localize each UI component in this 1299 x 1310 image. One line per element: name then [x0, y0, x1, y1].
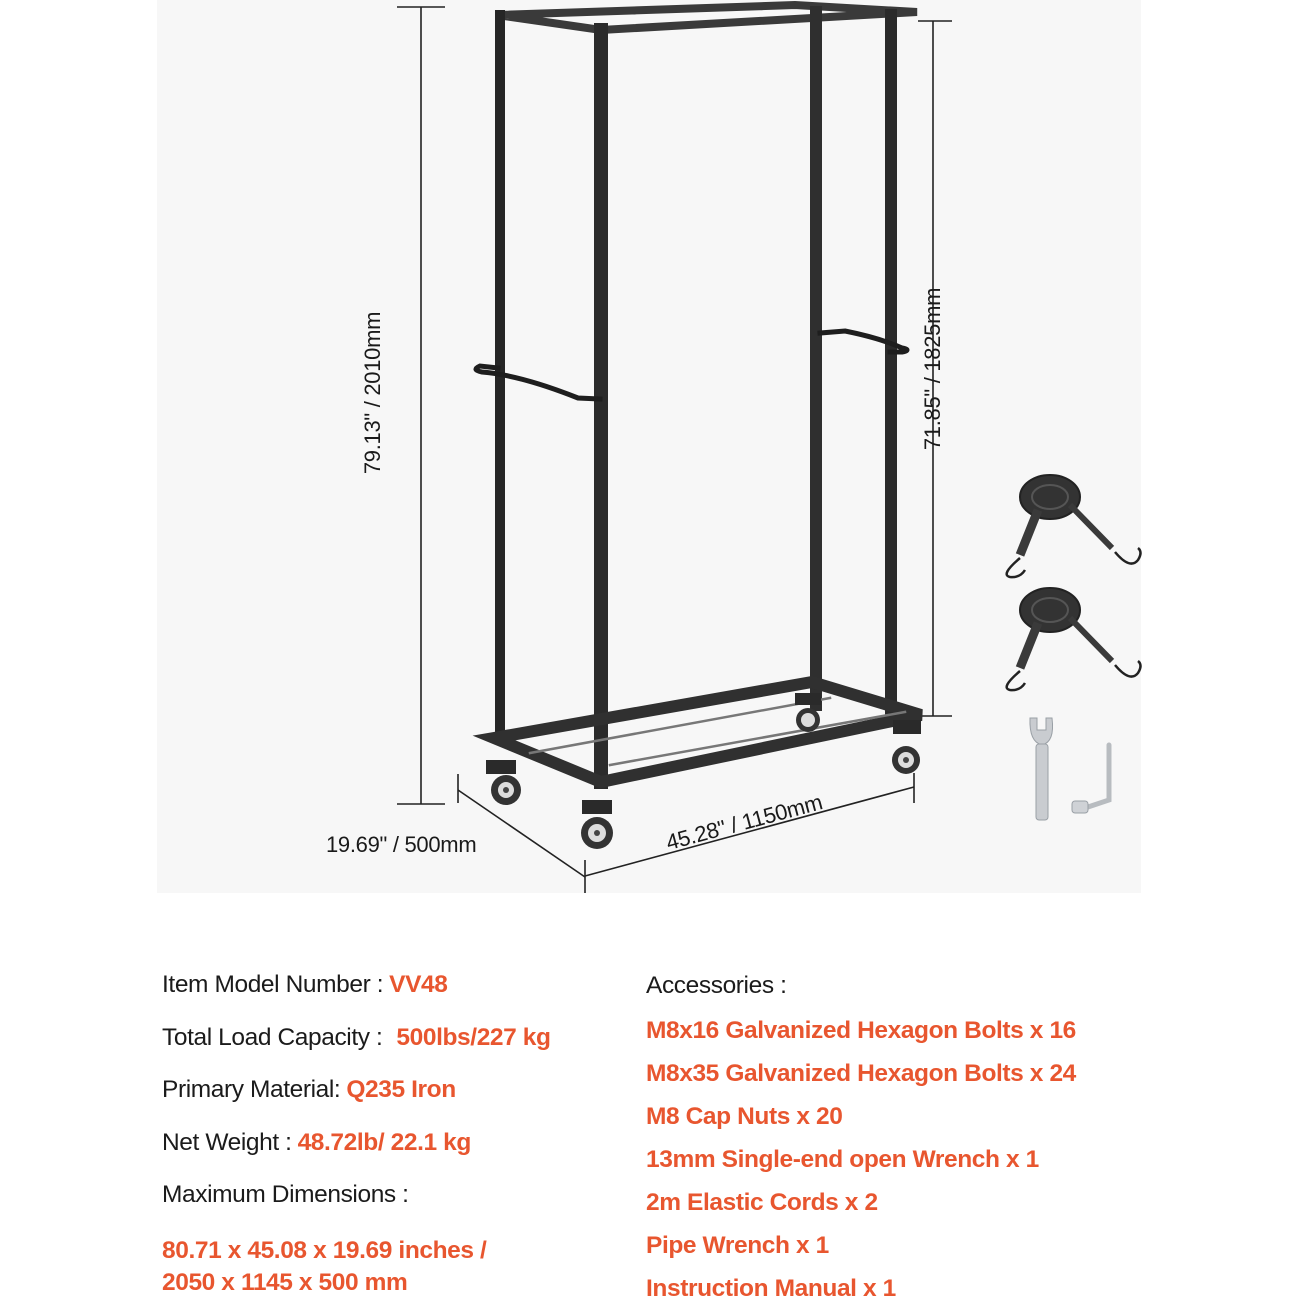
accessory-item: M8x35 Galvanized Hexagon Bolts x 24: [646, 1060, 1076, 1087]
wheel-back-center: [795, 693, 821, 732]
width-label: 45.28" / 1150mm: [663, 789, 825, 856]
accessory-item: Instruction Manual x 1: [646, 1275, 896, 1302]
spec-material-label: Primary Material:: [162, 1076, 341, 1103]
depth-label: 19.69" / 500mm: [326, 832, 477, 857]
open-wrench-icon: [1030, 718, 1053, 820]
wheel-front-center: [581, 800, 613, 849]
spec-capacity-label: Total Load Capacity :: [162, 1023, 383, 1051]
spec-capacity: [162, 1017, 632, 1070]
accessory-item: M8x16 Galvanized Hexagon Bolts x 16: [646, 1017, 1076, 1044]
accessory-item: Pipe Wrench x 1: [646, 1232, 829, 1259]
accessories-section: [646, 966, 1246, 1310]
spec-dimensions-inches: 80.71 x 45.08 x 19.69 inches /: [162, 1236, 487, 1264]
spec-weight: [162, 1122, 632, 1175]
accessory-item: M8 Cap Nuts x 20: [646, 1103, 843, 1130]
elastic-cord-icon: [1007, 588, 1141, 690]
inner-height-label: 71.85" / 1825mm: [920, 287, 946, 451]
spec-material-value: Q235 Iron: [346, 1076, 456, 1103]
spec-model-value: VV48: [389, 971, 448, 998]
spec-model: [162, 964, 632, 1017]
spec-dimensions-mm: 2050 x 1145 x 500 mm: [162, 1268, 408, 1296]
pipe-wrench-icon: [1072, 745, 1109, 813]
spec-dimensions-value: [162, 1235, 632, 1299]
wheel-front-left: [486, 760, 521, 805]
wheel-front-right: [892, 720, 921, 774]
accessory-item: 2m Elastic Cords x 2: [646, 1189, 878, 1216]
spec-material: [162, 1069, 632, 1122]
spec-dimensions: [162, 1174, 632, 1227]
rack-frame: [476, 5, 921, 782]
spec-weight-label: Net Weight :: [162, 1128, 292, 1156]
accessories-title: Accessories :: [646, 972, 787, 999]
elastic-cord-icon: [1007, 475, 1141, 577]
accessory-item: 13mm Single-end open Wrench x 1: [646, 1146, 1039, 1173]
spec-dimensions-label: Maximum Dimensions :: [162, 1181, 409, 1208]
specs-section: [162, 964, 632, 1299]
spec-weight-value: 48.72lb/ 22.1 kg: [297, 1128, 471, 1156]
total-height-label: 79.13" / 2010mm: [360, 311, 386, 475]
spec-model-label: Item Model Number :: [162, 971, 384, 998]
spec-capacity-value: 500lbs/227 kg: [396, 1023, 551, 1051]
dimension-lines: [397, 7, 952, 893]
